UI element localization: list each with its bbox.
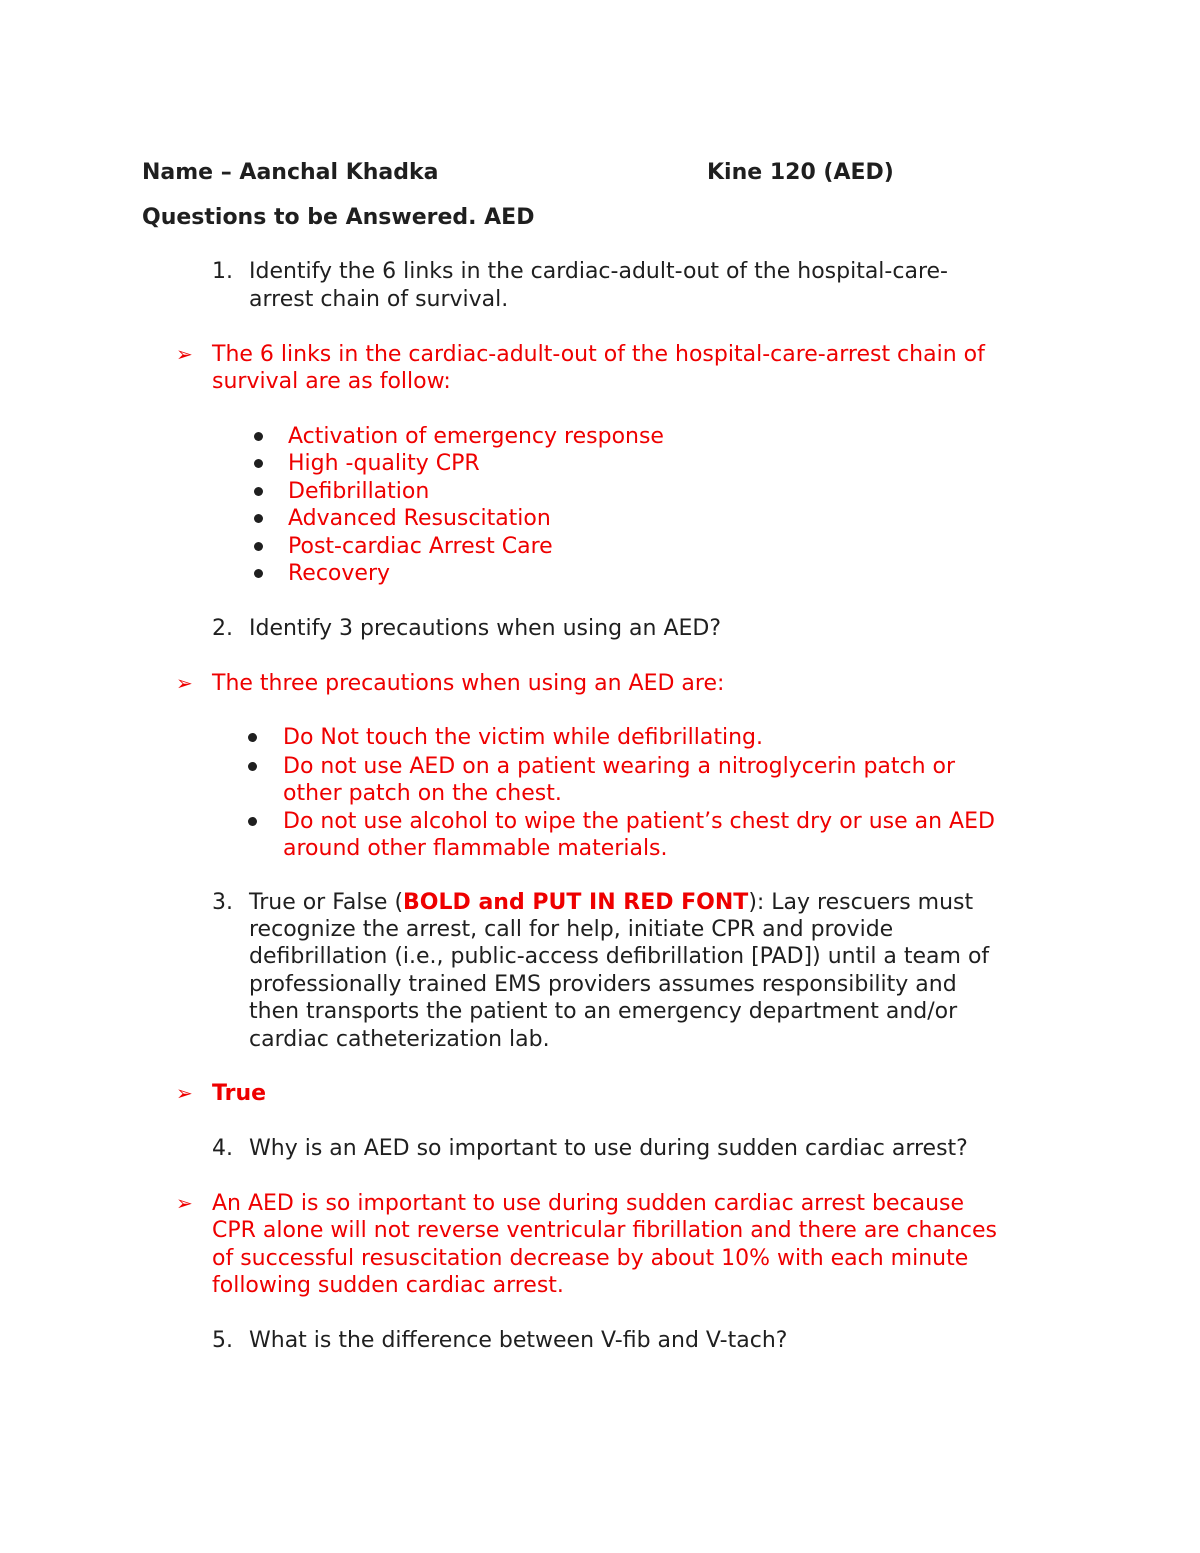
question-1-number: 1. [212, 259, 233, 284]
question-5-text: What is the difference between V-fib and V-tach? [249, 1328, 788, 1353]
answer-2-intro: The three precautions when using an AED are: [212, 671, 725, 696]
list-item: High -quality CPR [288, 451, 480, 476]
question-4-text: Why is an AED so important to use during sudden cardiac arrest? [249, 1136, 968, 1161]
document-subtitle: Questions to be Answered. AED [142, 205, 535, 230]
question-2-text: Identify 3 precautions when using an AED? [249, 616, 722, 641]
answer-arrow-icon: ➢ [176, 1081, 193, 1105]
list-item-cont: other patch on the chest. [283, 781, 562, 806]
question-3-text: professionally trained EMS providers assumes responsibility and [249, 972, 957, 997]
list-item: Advanced Resuscitation [288, 506, 551, 531]
list-item: Do Not touch the victim while defibrillating. [283, 725, 763, 750]
answer-4-line: CPR alone will not reverse ventricular fibrillation and there are chances [212, 1218, 997, 1243]
answer-3: True [212, 1081, 267, 1106]
bullet-icon [248, 733, 257, 742]
answer-4-line: following sudden cardiac arrest. [212, 1273, 564, 1298]
course-title: Kine 120 (AED) [707, 160, 894, 185]
question-3-text: defibrillation (i.e., public-access defibrillation [PAD]) until a team of [249, 944, 990, 969]
question-3-highlight: BOLD and PUT IN RED FONT [403, 890, 749, 915]
question-3-suffix: ): Lay rescuers must [748, 890, 974, 915]
list-item-cont: around other flammable materials. [283, 836, 668, 861]
question-5-number: 5. [212, 1328, 233, 1353]
bullet-icon [254, 459, 263, 468]
bullet-icon [254, 487, 263, 496]
question-1-text-cont: arrest chain of survival. [249, 287, 509, 312]
list-item: Defibrillation [288, 479, 430, 504]
list-item: Recovery [288, 561, 391, 586]
list-item: Activation of emergency response [288, 424, 664, 449]
bullet-icon [254, 432, 263, 441]
bullet-icon [248, 762, 257, 771]
bullet-icon [254, 542, 263, 551]
answer-1-intro-cont: survival are as follow: [212, 369, 451, 394]
question-4-number: 4. [212, 1136, 233, 1161]
answer-4-line: An AED is so important to use during sudden cardiac arrest because [212, 1191, 965, 1216]
bullet-icon [248, 817, 257, 826]
answer-4-line: of successful resuscitation decrease by about 10% with each minute [212, 1246, 969, 1271]
student-name: Name – Aanchal Khadka [142, 160, 439, 185]
list-item: Post-cardiac Arrest Care [288, 534, 553, 559]
question-3-prefix: True or False ( [249, 890, 404, 915]
list-item: Do not use alcohol to wipe the patient’s chest dry or use an AED [283, 809, 995, 834]
question-3-text: recognize the arrest, call for help, initiate CPR and provide [249, 917, 894, 942]
question-1-text: Identify the 6 links in the cardiac-adult-out of the hospital-care- [249, 259, 948, 284]
question-2-number: 2. [212, 616, 233, 641]
list-item: Do not use AED on a patient wearing a nitroglycerin patch or [283, 754, 956, 779]
answer-arrow-icon: ➢ [176, 342, 193, 366]
answer-1-intro: The 6 links in the cardiac-adult-out of the hospital-care-arrest chain of [212, 342, 985, 367]
question-3-text: then transports the patient to an emergency department and/or [249, 999, 958, 1024]
bullet-icon [254, 569, 263, 578]
question-3-number: 3. [212, 890, 233, 915]
question-3-text: cardiac catheterization lab. [249, 1027, 550, 1052]
bullet-icon [254, 514, 263, 523]
answer-arrow-icon: ➢ [176, 671, 193, 695]
answer-arrow-icon: ➢ [176, 1191, 193, 1215]
question-3-first-line [249, 889, 973, 916]
